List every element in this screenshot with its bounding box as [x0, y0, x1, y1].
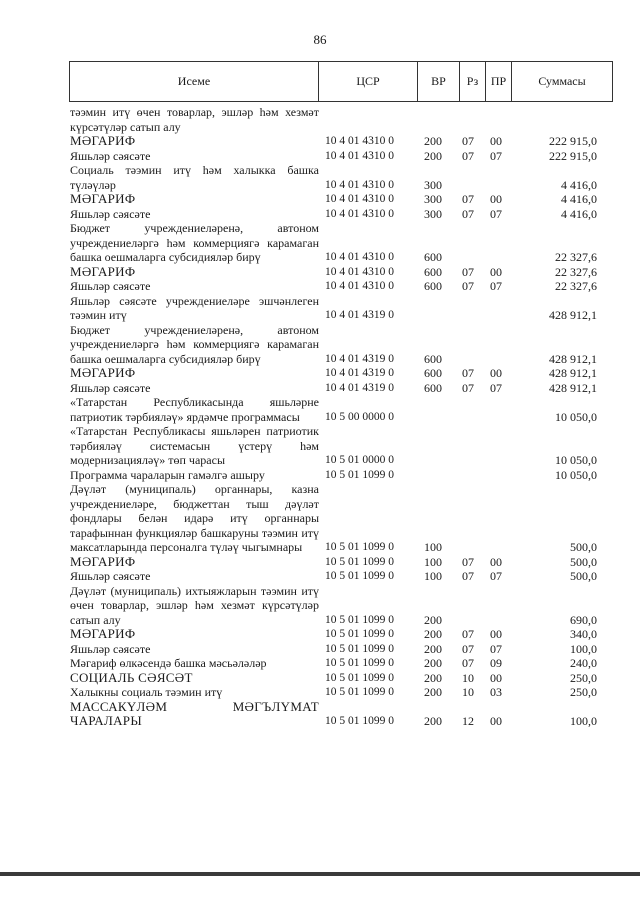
cell-name: Дәүләт (муниципаль) органнары, казна учреждениеләре, бюджеттан тыш дәүләт фондлары белән идарә итү органнары тарафыннан функцияләр башкаруны тәэмин итү максатларында персоналга түләү чыгымнары [70, 482, 319, 554]
cell-vr: 200 [424, 612, 442, 627]
cell-sum: 340,0 [570, 627, 597, 641]
table-row [69, 468, 613, 483]
cell-name: Дәүләт (муниципаль) ихтыяжларын тәэмин итү өчен товарлар, эшләр һәм хезмәт күрсәтүләр сатып алу [70, 583, 319, 627]
cell-csr: 10 5 01 1099 0 [325, 715, 394, 727]
cell-rz: 10 [462, 670, 474, 685]
cell-pr: 00 [490, 714, 502, 728]
cell-sum: 428 912,1 [549, 308, 597, 322]
cell-rz: 07 [462, 627, 474, 641]
cell-csr: 10 4 01 4310 0 [325, 149, 394, 162]
cell-vr: 300 [424, 206, 442, 221]
cell-pr: 09 [490, 656, 502, 670]
cell-csr: 10 4 01 4310 0 [325, 251, 394, 263]
cell-rz: 07 [462, 380, 474, 395]
table-row [69, 482, 613, 555]
cell-name: Мәгариф өлкәсендә башка мәсьәләләр [70, 656, 267, 670]
cell-vr: 200 [424, 627, 442, 641]
cell-csr: 10 5 01 1099 0 [325, 671, 394, 684]
cell-name: Яшьләр сәясәте [70, 206, 151, 221]
cell-rz: 07 [462, 192, 474, 206]
cell-name: Яшьләр сәясәте [70, 279, 151, 293]
cell-vr: 200 [424, 148, 442, 163]
cell-rz: 07 [462, 554, 474, 569]
cell-pr: 00 [490, 264, 502, 279]
cell-pr: 07 [490, 380, 502, 395]
cell-name: МӘГАРИФ [70, 191, 136, 206]
cell-sum: 10 050,0 [555, 467, 597, 482]
cell-name: СОЦИАЛЬ СӘЯСӘТ [70, 669, 193, 685]
header-name: Исеме [177, 74, 211, 88]
cell-name: тәэмин итү өчен товарлар, эшләр һәм хезмәт күрсәтүләр сатып алу [70, 105, 319, 134]
cell-rz: 10 [462, 685, 474, 699]
cell-sum: 4 416,0 [561, 177, 597, 192]
cell-name: МАССАКҮЛӘМ МӘГЪЛҮМАТ ЧАРАЛАРЫ [70, 698, 319, 728]
table-row [69, 584, 613, 628]
cell-csr: 10 5 01 0000 0 [325, 454, 394, 466]
table-header [69, 61, 613, 102]
cell-sum: 10 050,0 [555, 453, 597, 467]
cell-csr: 10 5 01 1099 0 [325, 657, 394, 669]
table-row [69, 424, 613, 468]
cell-csr: 10 4 01 4319 0 [325, 367, 394, 379]
cell-name: «Татарстан Республикасы яшьләрен патриотик тәрбияләү системасын үстерү һәм модернизацияләү» төп чарасы [70, 424, 319, 467]
cell-pr: 00 [490, 134, 502, 148]
table-row [69, 642, 613, 657]
cell-vr: 100 [424, 569, 442, 583]
cell-name: Программа чараларын гамәлгә ашыру [70, 467, 265, 482]
header-vr: ВР [417, 62, 459, 101]
table-row [69, 323, 613, 367]
cell-name: Бюджет учреждениеләренә, автоном учреждениеләргә һәм коммерциягә карамаган башка оешмаларга субсидияләр бирү [70, 322, 319, 366]
cell-sum: 240,0 [570, 656, 597, 670]
cell-sum: 690,0 [570, 612, 597, 627]
cell-sum: 22 327,6 [555, 279, 597, 293]
cell-pr: 07 [490, 206, 502, 221]
cell-rz: 07 [462, 569, 474, 583]
cell-sum: 22 327,6 [555, 250, 597, 264]
cell-name: Яшьләр сәясәте [70, 148, 151, 163]
cell-sum: 4 416,0 [561, 192, 597, 206]
cell-sum: 222 915,0 [549, 148, 597, 163]
cell-sum: 428 912,1 [549, 366, 597, 380]
cell-name: МӘГАРИФ [70, 626, 136, 641]
cell-csr: 10 4 01 4310 0 [325, 280, 394, 292]
table-row [69, 366, 613, 381]
header-rz: Рз [459, 62, 485, 101]
cell-vr: 300 [424, 177, 442, 192]
cell-name: Яшьләр сәясәте [70, 641, 151, 656]
cell-sum: 10 050,0 [555, 409, 597, 424]
header-csr: ЦСР [318, 62, 417, 101]
cell-vr: 200 [424, 670, 442, 685]
cell-sum: 22 327,6 [555, 264, 597, 279]
cell-sum: 250,0 [570, 685, 597, 699]
cell-sum: 100,0 [570, 714, 597, 728]
cell-vr: 600 [424, 380, 442, 395]
table-row [69, 149, 613, 164]
cell-name: Яшьләр сәясәте учреждениеләре эшчәнлеген тәэмин итү [70, 293, 319, 322]
table-row [69, 221, 613, 265]
cell-vr: 300 [424, 192, 442, 206]
cell-name: МӘГАРИФ [70, 133, 136, 148]
cell-csr: 10 4 01 4319 0 [325, 352, 394, 365]
cell-name: «Татарстан Республикасында яшьләрне патриотик тәрбияләү» ярдәмче программасы [70, 395, 319, 424]
table-row [69, 381, 613, 396]
cell-csr: 10 5 01 1099 0 [325, 541, 394, 553]
cell-name: Бюджет учреждениеләренә, автоном учреждениеләргә һәм коммерциягә карамаган башка оешмаларга субсидияләр бирү [70, 221, 319, 264]
table-row [69, 569, 613, 584]
cell-sum: 500,0 [570, 569, 597, 583]
bottom-rule [0, 872, 640, 876]
cell-vr: 600 [424, 264, 442, 279]
table-row [69, 207, 613, 222]
cell-csr: 10 5 01 1099 0 [325, 686, 394, 698]
cell-csr: 10 5 01 1099 0 [325, 570, 394, 582]
table-row [69, 685, 613, 700]
table-row [69, 192, 613, 207]
cell-name: МӘГАРИФ [70, 365, 136, 380]
cell-csr: 10 5 01 1099 0 [325, 628, 394, 640]
table-row [69, 627, 613, 642]
cell-sum: 222 915,0 [549, 134, 597, 148]
cell-sum: 500,0 [570, 540, 597, 554]
cell-rz: 07 [462, 264, 474, 279]
table-row [69, 555, 613, 570]
cell-pr: 07 [490, 148, 502, 163]
header-sum: Суммасы [511, 62, 612, 101]
cell-csr: 10 4 01 4310 0 [325, 178, 394, 191]
cell-csr: 10 5 01 1099 0 [325, 613, 394, 626]
table-body [69, 105, 613, 729]
cell-vr: 200 [424, 685, 442, 699]
cell-vr: 600 [424, 351, 442, 366]
cell-rz: 07 [462, 656, 474, 670]
budget-table [69, 61, 613, 729]
cell-pr: 00 [490, 627, 502, 641]
cell-name: Яшьләр сәясәте [70, 569, 151, 583]
cell-csr: 10 5 00 0000 0 [325, 410, 394, 423]
cell-vr: 100 [424, 540, 442, 554]
cell-csr: 10 4 01 4319 0 [325, 381, 394, 394]
cell-rz: 07 [462, 641, 474, 656]
cell-csr: 10 4 01 4310 0 [325, 193, 394, 205]
cell-pr: 07 [490, 279, 502, 293]
cell-vr: 600 [424, 250, 442, 264]
cell-sum: 500,0 [570, 554, 597, 569]
cell-vr: 600 [424, 279, 442, 293]
cell-name: Яшьләр сәясәте [70, 380, 151, 395]
cell-sum: 250,0 [570, 670, 597, 685]
cell-vr: 600 [424, 366, 442, 380]
cell-vr: 200 [424, 714, 442, 728]
cell-rz: 07 [462, 148, 474, 163]
cell-csr: 10 5 01 1099 0 [325, 468, 394, 481]
cell-pr: 00 [490, 366, 502, 380]
header-pr: ПР [485, 62, 511, 101]
table-row [69, 265, 613, 280]
cell-rz: 07 [462, 366, 474, 380]
cell-rz: 12 [462, 714, 474, 728]
cell-csr: 10 5 01 1099 0 [325, 642, 394, 655]
cell-name: МӘГАРИФ [70, 553, 136, 569]
cell-pr: 03 [490, 685, 502, 699]
cell-rz: 07 [462, 134, 474, 148]
table-row [69, 279, 613, 294]
page-number: 86 [313, 32, 327, 47]
table-row [69, 163, 613, 192]
cell-vr: 200 [424, 656, 442, 670]
cell-csr: 10 5 01 1099 0 [325, 555, 394, 568]
cell-name: Социаль тәэмин итү һәм халыкка башка түләүләр [70, 163, 319, 192]
cell-csr: 10 4 01 4310 0 [325, 135, 394, 147]
cell-sum: 100,0 [570, 641, 597, 656]
table-row [69, 294, 613, 323]
cell-name: Халыкны социаль тәэмин итү [70, 685, 223, 699]
table-row [69, 671, 613, 686]
cell-csr: 10 4 01 4310 0 [325, 207, 394, 220]
cell-pr: 00 [490, 192, 502, 206]
table-row [69, 656, 613, 671]
table-row [69, 134, 613, 149]
cell-sum: 428 912,1 [549, 380, 597, 395]
table-row [69, 395, 613, 424]
cell-vr: 200 [424, 641, 442, 656]
cell-pr: 00 [490, 670, 502, 685]
cell-pr: 07 [490, 569, 502, 583]
cell-sum: 428 912,1 [549, 351, 597, 366]
cell-vr: 100 [424, 554, 442, 569]
cell-sum: 4 416,0 [561, 206, 597, 221]
table-row [69, 105, 613, 134]
cell-name: МӘГАРИФ [70, 263, 136, 279]
cell-pr: 00 [490, 554, 502, 569]
cell-rz: 07 [462, 279, 474, 293]
cell-pr: 07 [490, 641, 502, 656]
table-row [69, 700, 613, 729]
cell-rz: 07 [462, 206, 474, 221]
cell-vr: 200 [424, 134, 442, 148]
cell-csr: 10 4 01 4319 0 [325, 309, 394, 321]
cell-csr: 10 4 01 4310 0 [325, 265, 394, 278]
